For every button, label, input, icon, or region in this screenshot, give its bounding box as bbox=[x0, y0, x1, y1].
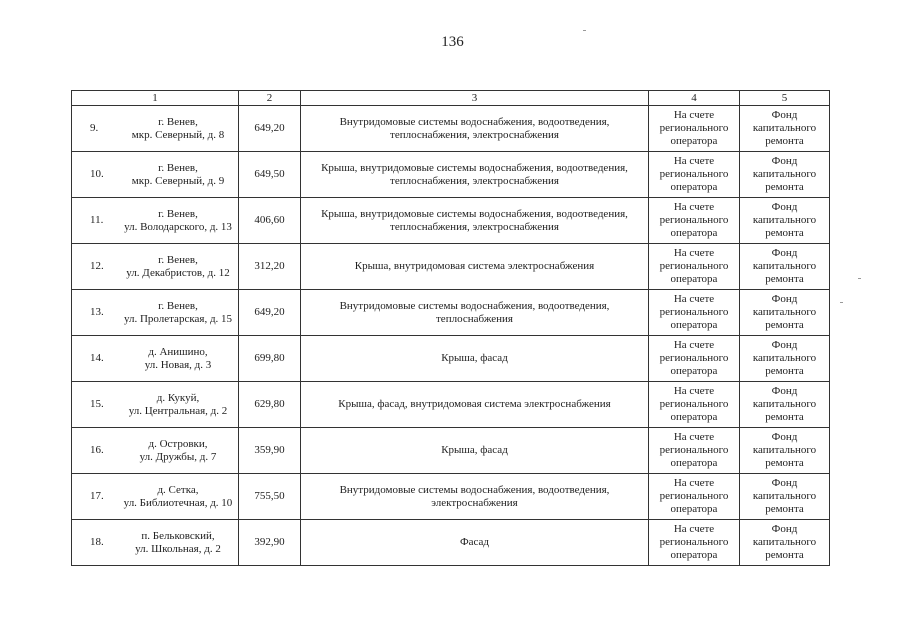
address-cell bbox=[72, 336, 239, 382]
works-cell: Крыша, внутридомовые системы водоснабжения, водоотведения, теплоснабжения, электроснабжения bbox=[301, 198, 649, 244]
account-cell: На счете регионального оператора bbox=[649, 336, 740, 382]
table-row bbox=[72, 382, 830, 428]
area-cell: 649,20 bbox=[239, 106, 301, 152]
address-street: мкр. Северный, д. 8 bbox=[131, 128, 225, 141]
row-number: 11. bbox=[90, 214, 104, 226]
address-settlement: д. Островки, bbox=[148, 437, 208, 450]
row-number: 10. bbox=[90, 168, 104, 180]
address-settlement: г. Венев, bbox=[158, 253, 198, 266]
address-street: ул. Декабристов, д. 12 bbox=[126, 266, 230, 279]
row-number: 17. bbox=[90, 490, 104, 502]
address-settlement: д. Кукуй, bbox=[156, 391, 200, 404]
address-settlement: г. Венев, bbox=[158, 207, 198, 220]
works-cell: Внутридомовые системы водоснабжения, водоотведения, электроснабжения bbox=[301, 474, 649, 520]
row-number: 16. bbox=[90, 444, 104, 456]
address-cell bbox=[72, 428, 239, 474]
row-number: 9. bbox=[90, 122, 99, 134]
address-cell bbox=[72, 198, 239, 244]
address-cell bbox=[72, 474, 239, 520]
address-street: ул. Библиотечная, д. 10 bbox=[123, 496, 233, 509]
column-header: 5 bbox=[740, 91, 830, 106]
works-cell: Внутридомовые системы водоснабжения, водоотведения, теплоснабжения bbox=[301, 290, 649, 336]
address-cell bbox=[72, 106, 239, 152]
table-row bbox=[72, 198, 830, 244]
address-street: ул. Новая, д. 3 bbox=[144, 358, 212, 371]
address-street: ул. Центральная, д. 2 bbox=[128, 404, 228, 417]
fund-cell: Фонд капитального ремонта bbox=[740, 244, 830, 290]
address bbox=[120, 244, 236, 289]
works-cell: Внутридомовые системы водоснабжения, водоотведения, теплоснабжения, электроснабжения bbox=[301, 106, 649, 152]
table-row bbox=[72, 474, 830, 520]
scan-speck bbox=[858, 278, 861, 279]
works-cell: Крыша, фасад bbox=[301, 428, 649, 474]
area-cell: 699,80 bbox=[239, 336, 301, 382]
area-cell: 406,60 bbox=[239, 198, 301, 244]
works-cell: Фасад bbox=[301, 520, 649, 566]
works-cell: Крыша, фасад, внутридомовая система электроснабжения bbox=[301, 382, 649, 428]
page-number: 136 bbox=[441, 34, 464, 50]
table-row bbox=[72, 152, 830, 198]
address-settlement: г. Венев, bbox=[158, 161, 198, 174]
account-cell: На счете регионального оператора bbox=[649, 106, 740, 152]
table-row bbox=[72, 106, 830, 152]
fund-cell: Фонд капитального ремонта bbox=[740, 198, 830, 244]
column-header: 1 bbox=[72, 91, 239, 106]
address-settlement: г. Венев, bbox=[158, 115, 198, 128]
address-cell bbox=[72, 152, 239, 198]
works-cell: Крыша, фасад bbox=[301, 336, 649, 382]
table-row bbox=[72, 244, 830, 290]
address-settlement: г. Венев, bbox=[158, 299, 198, 312]
table-row bbox=[72, 428, 830, 474]
table-row bbox=[72, 336, 830, 382]
account-cell: На счете регионального оператора bbox=[649, 428, 740, 474]
address-settlement: д. Анишино, bbox=[148, 345, 208, 358]
fund-cell: Фонд капитального ремонта bbox=[740, 336, 830, 382]
address-settlement: п. Бельковский, bbox=[141, 529, 215, 542]
address bbox=[120, 106, 236, 151]
column-header: 3 bbox=[301, 91, 649, 106]
address-street: мкр. Северный, д. 9 bbox=[131, 174, 225, 187]
column-header: 4 bbox=[649, 91, 740, 106]
table-header-row bbox=[72, 91, 830, 106]
area-cell: 312,20 bbox=[239, 244, 301, 290]
account-cell: На счете регионального оператора bbox=[649, 520, 740, 566]
works-cell: Крыша, внутридомовая система электроснабжения bbox=[301, 244, 649, 290]
works-cell: Крыша, внутридомовые системы водоснабжения, водоотведения, теплоснабжения, электроснабжения bbox=[301, 152, 649, 198]
address-street: ул. Пролетарская, д. 15 bbox=[123, 312, 233, 325]
address-cell bbox=[72, 244, 239, 290]
scan-speck bbox=[583, 30, 586, 31]
address-cell bbox=[72, 290, 239, 336]
fund-cell: Фонд капитального ремонта bbox=[740, 520, 830, 566]
address bbox=[120, 428, 236, 473]
address bbox=[120, 520, 236, 565]
area-cell: 629,80 bbox=[239, 382, 301, 428]
fund-cell: Фонд капитального ремонта bbox=[740, 382, 830, 428]
area-cell: 649,50 bbox=[239, 152, 301, 198]
fund-cell: Фонд капитального ремонта bbox=[740, 152, 830, 198]
capital-repair-table bbox=[71, 90, 830, 566]
area-cell: 359,90 bbox=[239, 428, 301, 474]
fund-cell: Фонд капитального ремонта bbox=[740, 290, 830, 336]
account-cell: На счете регионального оператора bbox=[649, 290, 740, 336]
account-cell: На счете регионального оператора bbox=[649, 474, 740, 520]
area-cell: 392,90 bbox=[239, 520, 301, 566]
address bbox=[120, 474, 236, 519]
fund-cell: Фонд капитального ремонта bbox=[740, 106, 830, 152]
address bbox=[120, 336, 236, 381]
scan-speck bbox=[840, 302, 843, 303]
address bbox=[120, 382, 236, 427]
address-street: ул. Дружбы, д. 7 bbox=[139, 450, 217, 463]
account-cell: На счете регионального оператора bbox=[649, 198, 740, 244]
column-header: 2 bbox=[239, 91, 301, 106]
address-cell bbox=[72, 382, 239, 428]
row-number: 14. bbox=[90, 352, 104, 364]
address-street: ул. Школьная, д. 2 bbox=[135, 542, 221, 555]
address-settlement: д. Сетка, bbox=[157, 483, 199, 496]
account-cell: На счете регионального оператора bbox=[649, 244, 740, 290]
fund-cell: Фонд капитального ремонта bbox=[740, 428, 830, 474]
row-number: 18. bbox=[90, 536, 104, 548]
row-number: 15. bbox=[90, 398, 104, 410]
account-cell: На счете регионального оператора bbox=[649, 152, 740, 198]
account-cell: На счете регионального оператора bbox=[649, 382, 740, 428]
area-cell: 649,20 bbox=[239, 290, 301, 336]
address bbox=[120, 152, 236, 197]
address bbox=[120, 290, 236, 335]
address-cell bbox=[72, 520, 239, 566]
table-body bbox=[72, 106, 830, 566]
area-cell: 755,50 bbox=[239, 474, 301, 520]
row-number: 12. bbox=[90, 260, 104, 272]
address bbox=[120, 198, 236, 243]
table-row bbox=[72, 520, 830, 566]
fund-cell: Фонд капитального ремонта bbox=[740, 474, 830, 520]
table-row bbox=[72, 290, 830, 336]
address-street: ул. Володарского, д. 13 bbox=[124, 220, 232, 233]
row-number: 13. bbox=[90, 306, 104, 318]
